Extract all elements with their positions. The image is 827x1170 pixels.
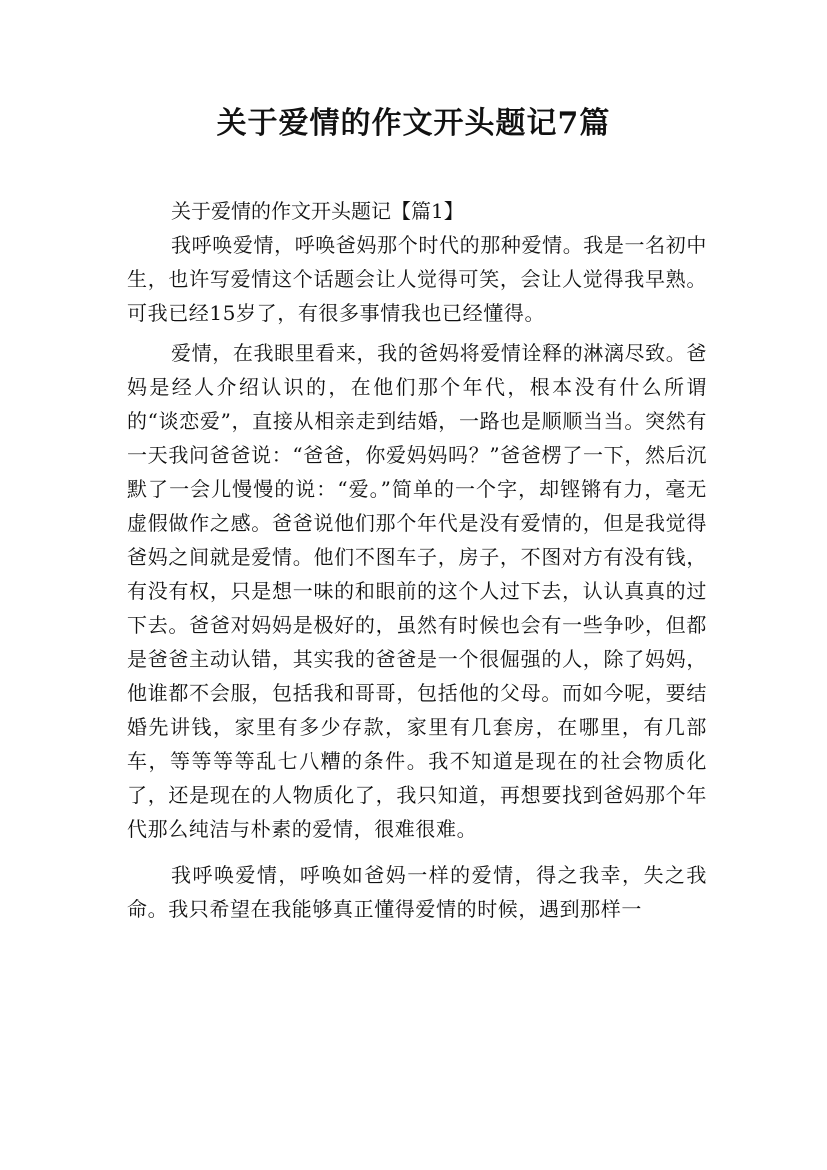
- section-heading: 关于爱情的作文开头题记【篇1】: [171, 199, 464, 223]
- document-title: 关于爱情的作文开头题记7篇: [216, 106, 611, 141]
- document-body: [127, 194, 707, 926]
- paragraph-1: 我呼唤爱情，呼唤爸妈那个时代的那种爱情。我是一名初中生，也许写爱情这个话题会让人觉得可笑，会让人觉得我早熟。可我已经15岁了，有很多事情我也已经懂得。: [127, 233, 707, 325]
- paragraph-3: 我呼唤爱情，呼唤如爸妈一样的爱情，得之我幸，失之我命。我只希望在我能够真正懂得爱情的时候，遇到那样一: [127, 863, 707, 921]
- paragraph-2: 爱情，在我眼里看来，我的爸妈将爱情诠释的淋漓尽致。爸妈是经人介绍认识的，在他们那个年代，根本没有什么所谓的“谈恋爱”，直接从相亲走到结婚，一路也是顺顺当当。突然有一天我问爸爸说：“爸爸，你爱妈妈吗？”爸爸楞了一下，然后沉默了一会儿慢慢的说：“爱。”简单的一个字，却铿锵有力，毫无虚假做作之感。爸爸说他们那个年代是没有爱情的，但是我觉得爸妈之间就是爱情。他们不图车子，房子，不图对方有没有钱，有没有权，只是想一味的和眼前的这个人过下去，认认真真的过下去。爸爸对妈妈是极好的，虽然有时候也会有一些争吵，但都是爸爸主动认错，其实我的爸爸是一个很倔强的人，除了妈妈，他谁都不会服，包括我和哥哥，包括他的父母。而如今呢，要结婚先讲钱，家里有多少存款，家里有几套房，在哪里，有几部车，等等等等乱七八糟的条件。我不知道是现在的社会物质化了，还是现在的人物质化了，我只知道，再想要找到爸妈那个年代那么纯洁与朴素的爱情，很难很难。: [127, 341, 707, 841]
